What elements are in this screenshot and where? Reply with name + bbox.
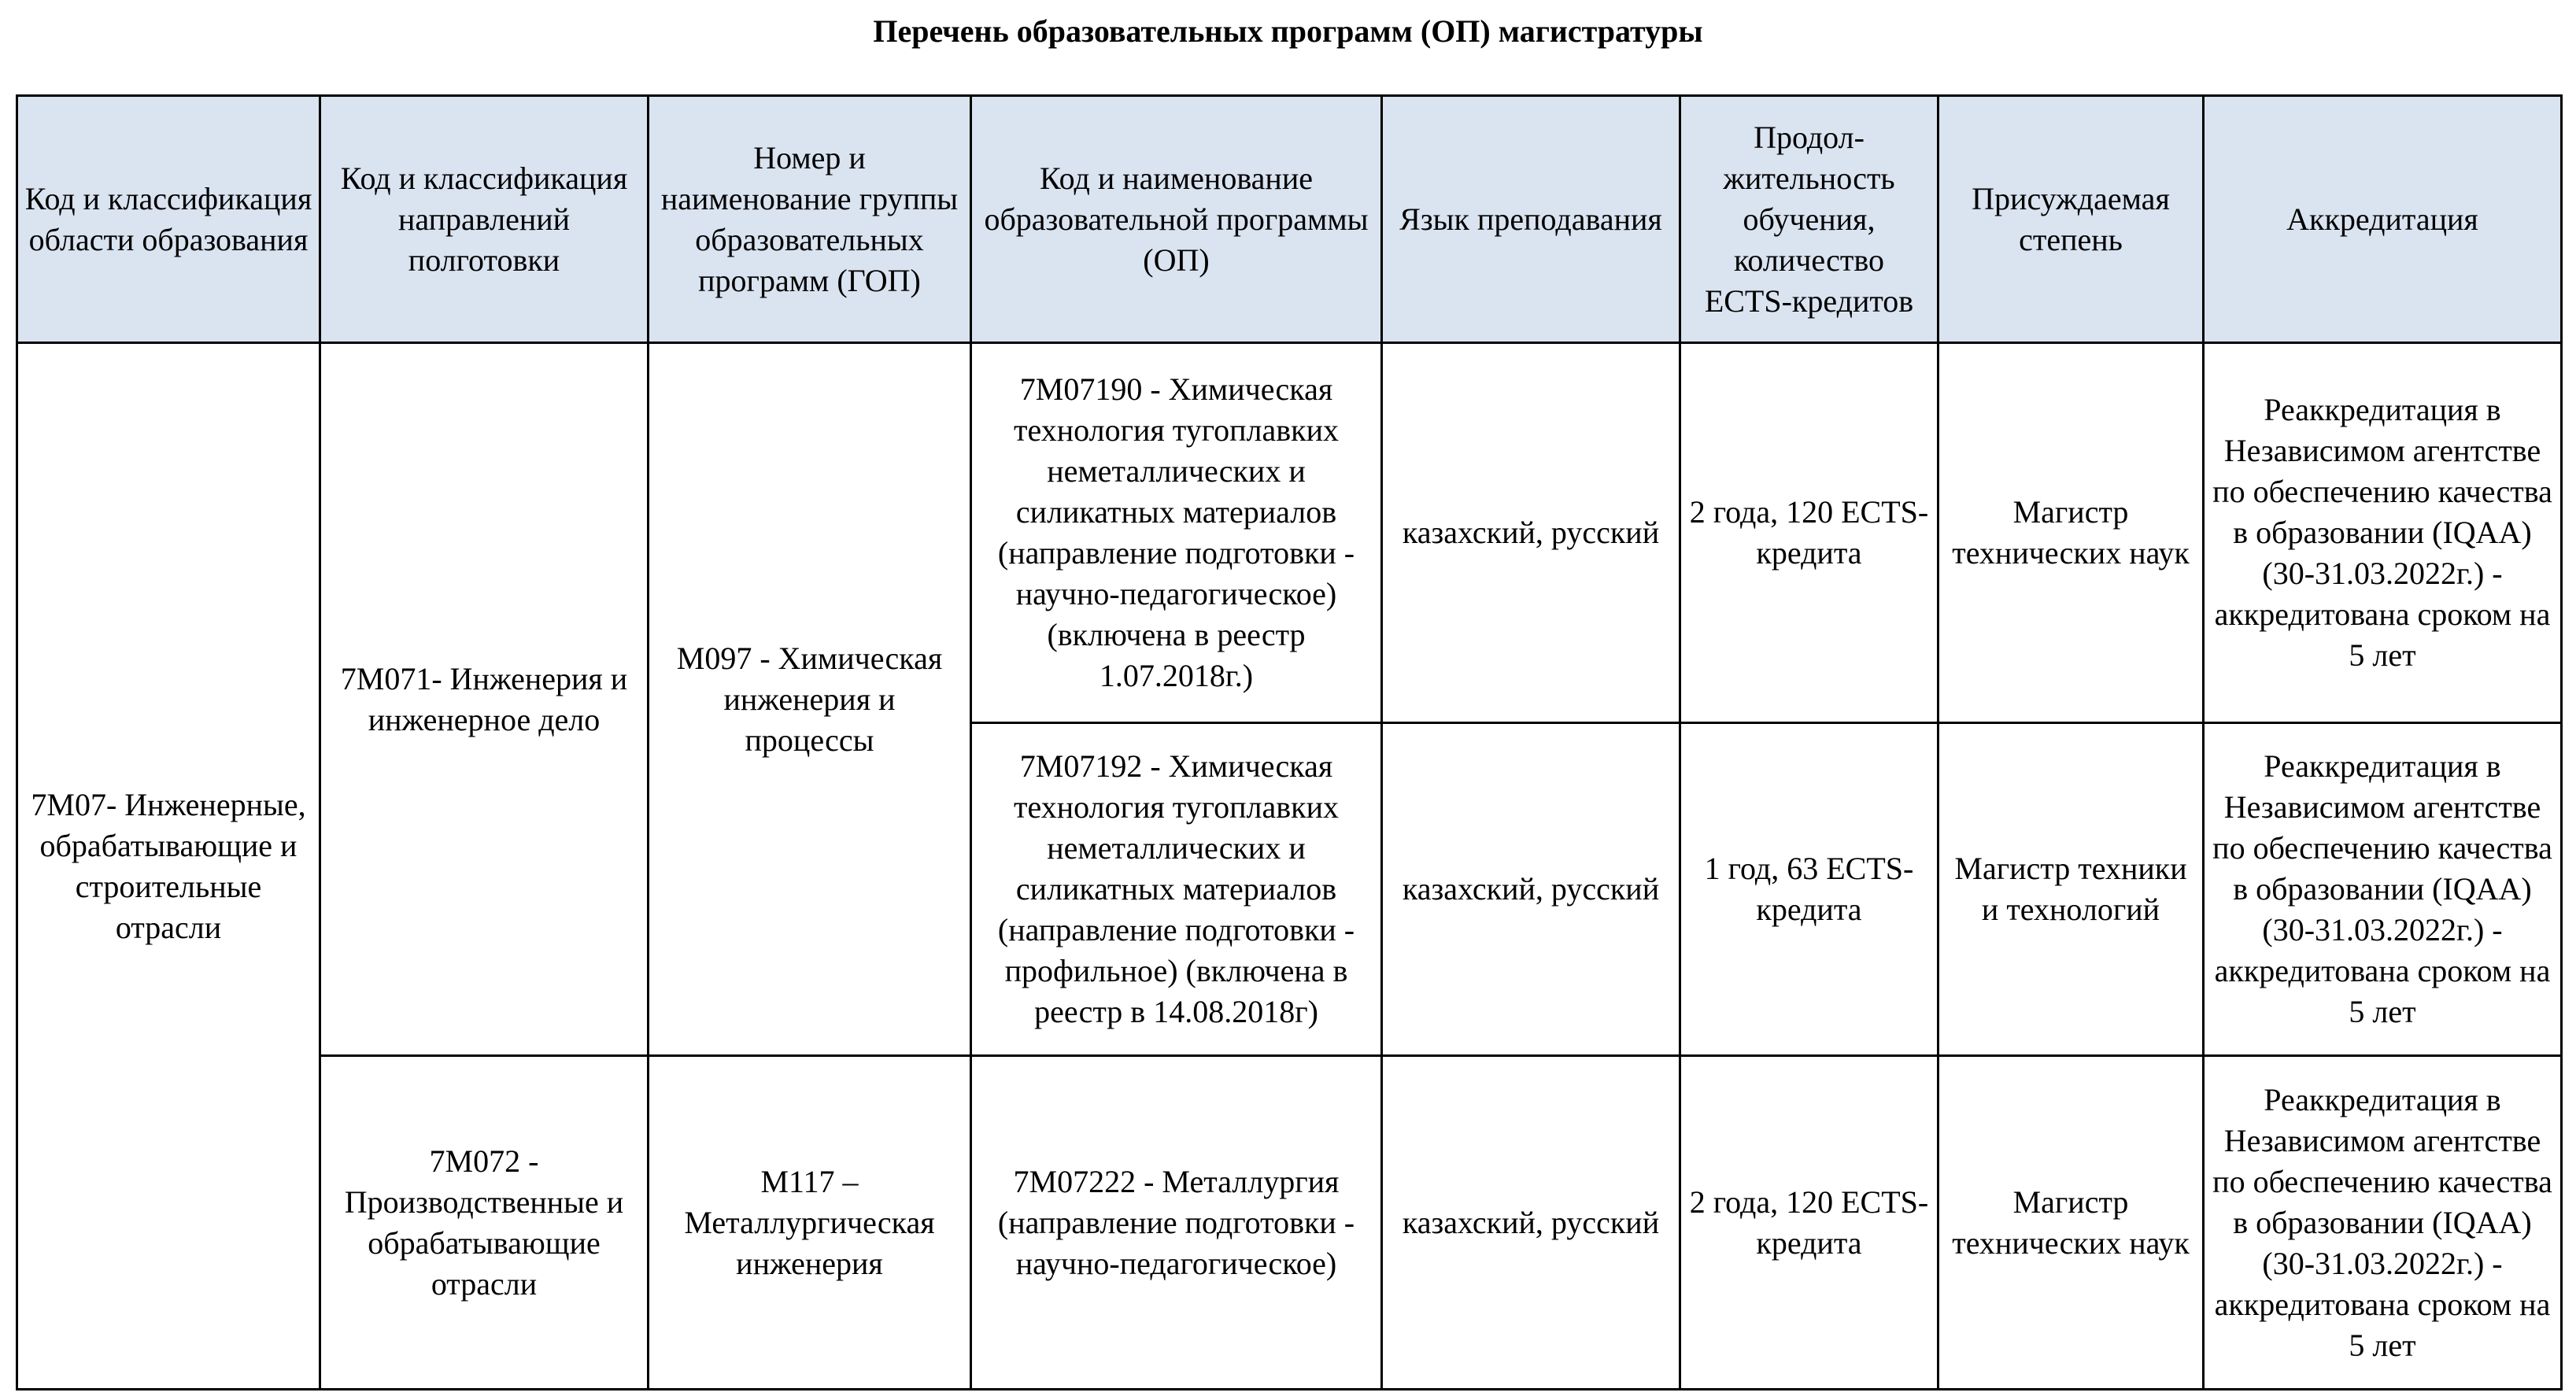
header-duration: Продол-жительность обучения, количество ECTS-кредитов bbox=[1680, 96, 1938, 343]
header-program: Код и наименование образовательной программы (ОП) bbox=[971, 96, 1382, 343]
language-cell: казахский, русский bbox=[1382, 343, 1680, 723]
header-language: Язык преподавания bbox=[1382, 96, 1680, 343]
program-cell: 7M07222 - Металлургия (направление подготовки - научно-педагогическое) bbox=[971, 1056, 1382, 1390]
table-row bbox=[17, 343, 2562, 723]
degree-cell: Магистр технических наук bbox=[1938, 1056, 2204, 1390]
header-direction: Код и классификация направлений полготовки bbox=[320, 96, 649, 343]
programs-table bbox=[16, 94, 2563, 1390]
accreditation-cell: Реаккредитация в Независимом агентстве по обеспечению качества в образовании (IQAA) (30-31.03.2022г.) - аккредитована сроком на 5 лет bbox=[2204, 1056, 2562, 1390]
direction-cell: 7M071- Инженерия и инженерное дело bbox=[320, 343, 649, 1056]
program-cell: 7M07192 - Химическая технология тугоплавких неметаллических и силикатных материалов (направление подготовки - профильное) (включена в реестр в 14.08.2018г) bbox=[971, 723, 1382, 1056]
duration-cell: 1 год, 63 ECTS-кредита bbox=[1680, 723, 1938, 1056]
accreditation-cell: Реаккредитация в Независимом агентстве по обеспечению качества в образовании (IQAA) (30-31.03.2022г.) - аккредитована сроком на 5 лет bbox=[2204, 723, 2562, 1056]
duration-cell: 2 года, 120 ECTS-кредита bbox=[1680, 1056, 1938, 1390]
header-degree: Присуждаемая степень bbox=[1938, 96, 2204, 343]
header-accreditation: Аккредитация bbox=[2204, 96, 2562, 343]
table-row bbox=[17, 1056, 2562, 1390]
program-cell: 7M07190 - Химическая технология тугоплавких неметаллических и силикатных материалов (направление подготовки - научно-педагогическое) (включена в реестр 1.07.2018г.) bbox=[971, 343, 1382, 723]
page-title: Перечень образовательных программ (ОП) магистратуры bbox=[873, 13, 1703, 49]
group-cell: M097 - Химическая инженерия и процессы bbox=[649, 343, 971, 1056]
header-group: Номер и наименование группы образовательных программ (ГОП) bbox=[649, 96, 971, 343]
language-cell: казахский, русский bbox=[1382, 723, 1680, 1056]
language-cell: казахский, русский bbox=[1382, 1056, 1680, 1390]
degree-cell: Магистр техники и технологий bbox=[1938, 723, 2204, 1056]
accreditation-cell: Реаккредитация в Независимом агентстве по обеспечению качества в образовании (IQAA) (30-31.03.2022г.) - аккредитована сроком на 5 лет bbox=[2204, 343, 2562, 723]
degree-cell: Магистр технических наук bbox=[1938, 343, 2204, 723]
header-area: Код и классификация области образования bbox=[17, 96, 320, 343]
area-cell: 7M07- Инженерные, обрабатывающие и строительные отрасли bbox=[17, 343, 320, 1390]
duration-cell: 2 года, 120 ECTS-кредита bbox=[1680, 343, 1938, 723]
direction-cell: 7M072 - Производственные и обрабатывающие отрасли bbox=[320, 1056, 649, 1390]
header-row bbox=[17, 96, 2562, 343]
group-cell: M117 – Металлургическая инженерия bbox=[649, 1056, 971, 1390]
